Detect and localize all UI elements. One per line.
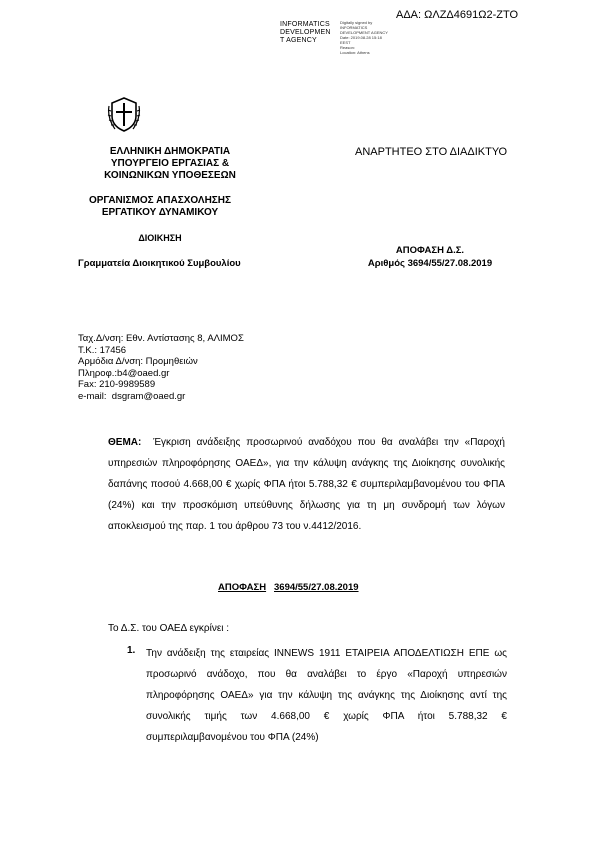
subject-text: Έγκριση ανάδειξης προσωρινού αναδόχου που θα αναλάβει την «Παροχή υπηρεσιών πληροφόρησης ΟΑΕΔ», για την κάλυψη ανάγκης της Διοίκησης συνολικής δαπάνης ποσού 4.668,00 € χωρίς ΦΠΑ ήτοι 5.788,32 € συμπεριλαμβανομένου του ΦΠΑ (24%) και την προσκόμιση υπεύθυνης δήλωσης για τη μη συνδρομή των λόγων αποκλεισμού της παρ. 1 του άρθρου 73 του ν.4412/2016. xyxy=(108,437,505,532)
list-item-text: Την ανάδειξη της εταιρείας INNEWS 1911 ΕΤΑΙΡΕΙΑ ΑΠΟΔΕΛΤΙΩΣΗ ΕΠΕ ως προσωρινό ανάδοχο, που θα αναλάβει το έργο «Παροχή υπηρεσιών πληροφόρησης ΟΑΕΔ» για την κάλυψη της ανάγκης της Διοίκησης αντί της συνολικής τιμής των 4.668,00 € χωρίς ΦΠΑ ήτοι 5.788,32 € συμπεριλαμβανομένου του ΦΠΑ (24%) xyxy=(146,648,507,743)
signature-line: DEVELOPMENT AGENCY xyxy=(340,30,388,35)
org-line: ΚΟΙΝΩΝΙΚΩΝ ΥΠΟΘΕΣΕΩΝ xyxy=(104,170,236,181)
org-line: ΟΡΓΑΝΙΣΜΟΣ ΑΠΑΣΧΟΛΗΣΗΣ xyxy=(88,195,232,206)
department-title: ΔΙΟΙΚΗΣΗ xyxy=(138,233,182,243)
decision-block xyxy=(360,244,500,270)
contact-line: e-mail: dsgram@oaed.gr xyxy=(78,390,186,402)
contact-line: Fax: 210-9989589 xyxy=(78,379,156,391)
contact-line: Πληροφ.:b4@oaed.gr xyxy=(78,367,170,379)
org-line: ΕΡΓΑΤΙΚΟΥ ΔΥΝΑΜΙΚΟΥ xyxy=(101,207,219,218)
contact-line: Τ.Κ.: 17456 xyxy=(78,344,127,356)
publish-notice: ΑΝΑΡΤΗΤΕΟ ΣΤΟ ΔΙΑΔΙΚΤΥΟ xyxy=(355,146,508,158)
agency-name xyxy=(60,195,260,219)
logo-line: INFORMATICS xyxy=(280,21,330,28)
signature-line: Location: Athens xyxy=(340,50,370,55)
subject-label: ΘΕΜΑ: xyxy=(108,437,142,448)
logo-line: DEVELOPMEN xyxy=(280,29,331,36)
signature-line: INFORMATICS xyxy=(340,25,368,30)
decision-heading xyxy=(218,582,359,593)
org-line: ΕΛΛΗΝΙΚΗ ΔΗΜΟΚΡΑΤΙΑ xyxy=(109,146,231,157)
contact-line: Ταχ.Δ/νση: Εθν. Αντίστασης 8, ΑΛΙΜΟΣ xyxy=(78,333,244,344)
signature-details xyxy=(340,20,388,55)
contact-line: Αρμόδια Δ/νση: Προμηθειών xyxy=(78,356,198,368)
greek-emblem-icon xyxy=(105,94,143,134)
signature-line: Reason: xyxy=(340,45,355,50)
signature-line: EEST xyxy=(340,40,351,45)
decision-label: ΑΠΟΦΑΣΗ Δ.Σ. xyxy=(395,245,465,256)
decision-heading-title: ΑΠΟΦΑΣΗ xyxy=(218,582,267,593)
decision-heading-number: 3694/55/27.08.2019 xyxy=(274,582,359,593)
decision-intro: Το Δ.Σ. του ΟΑΕΔ εγκρίνει : xyxy=(108,623,230,634)
list-item-number: 1. xyxy=(127,645,136,656)
organization-name xyxy=(70,146,270,182)
decision-number: Αριθμός 3694/55/27.08.2019 xyxy=(367,258,493,269)
contact-info xyxy=(78,333,244,403)
secretariat-title: Γραμματεία Διοικητικού Συμβουλίου xyxy=(78,258,241,269)
signature-line: Digitally signed by xyxy=(340,20,373,25)
org-line: ΥΠΟΥΡΓΕΙΟ ΕΡΓΑΣΙΑΣ & xyxy=(110,158,230,169)
signature-logo xyxy=(280,21,331,45)
subject-paragraph xyxy=(108,432,505,537)
signature-line: Date: 2019.08.28 15:18 xyxy=(340,35,382,40)
ada-code: ΑΔΑ: ΩΛΖΔ4691Ω2-ΖΤΟ xyxy=(396,9,519,21)
logo-line: T AGENCY xyxy=(280,37,317,44)
